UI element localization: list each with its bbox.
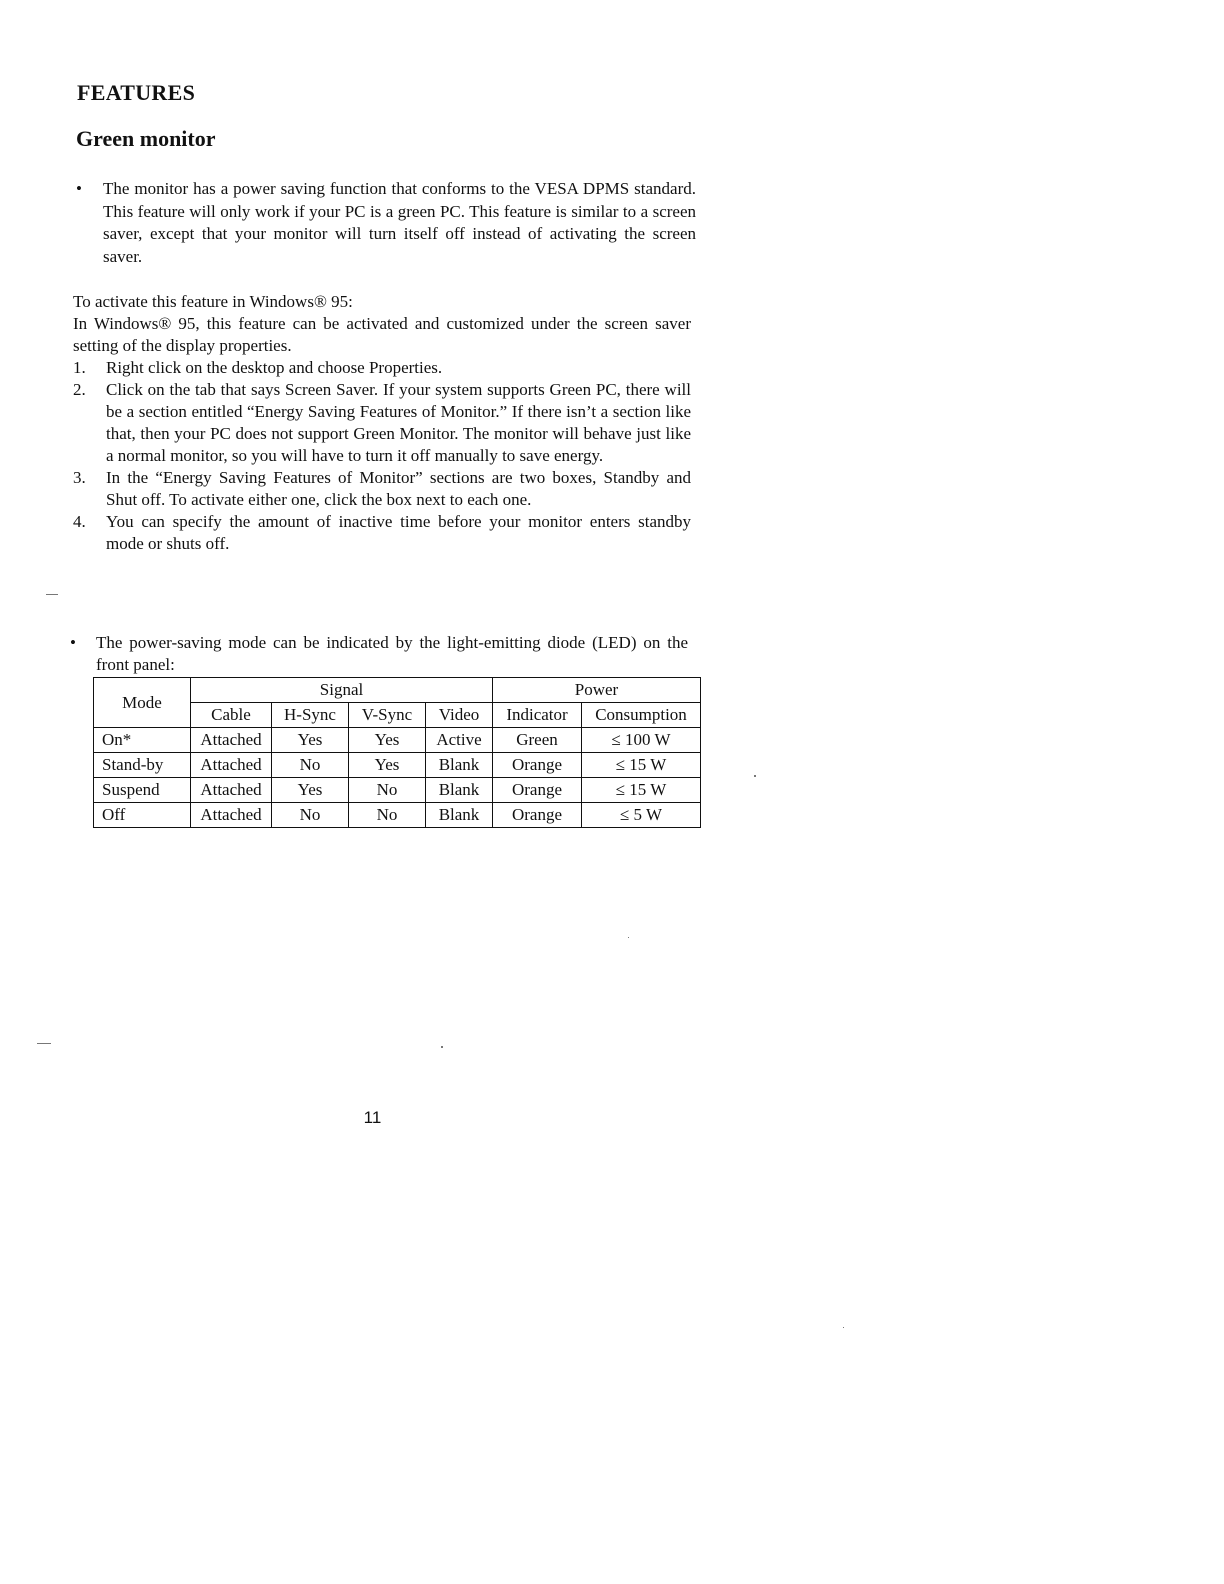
step-number: 1. [73,358,86,377]
scan-speck [843,1327,844,1328]
page-number: 11 [363,1108,382,1127]
bullet-marker: • [70,633,76,652]
cell-consumption: ≤ 15 W [582,778,701,803]
table-row [94,778,701,803]
table-row [94,753,701,778]
step-text: Click on the tab that says Screen Saver. If your system supports Green PC, there will be a section entitled “Energy Saving Features of Monitor.” If there isn’t a section like that, then your PC does not support Green Monitor. The monitor will behave just like a normal monitor, so you will have to turn it off manually to save energy. [106,380,691,465]
section-heading: FEATURES [77,80,196,105]
cell-mode: Off [94,803,191,828]
cell-mode: Suspend [94,778,191,803]
cell-consumption: ≤ 15 W [582,753,701,778]
header-cable: Cable [191,703,272,728]
windows-intro-body: In Windows® 95, this feature can be activated and customized under the screen saver setting of the display properties. [73,314,691,355]
cell-cable: Attached [191,753,272,778]
bullet-text: The monitor has a power saving function that conforms to the VESA DPMS standard. This feature will only work if your PC is a green PC. This feature is similar to a screen saver, except that your monitor will turn itself off instead of activating the screen saver. [103,179,696,266]
cell-mode: Stand-by [94,753,191,778]
cell-cable: Attached [191,778,272,803]
scan-speck [46,594,58,595]
header-video: Video [426,703,493,728]
cell-indicator: Green [493,728,582,753]
steps-list [73,357,691,555]
cell-vsync: Yes [349,753,426,778]
cell-indicator: Orange [493,778,582,803]
cell-consumption: ≤ 100 W [582,728,701,753]
table-row [94,803,701,828]
cell-video: Active [426,728,493,753]
cell-hsync: Yes [272,728,349,753]
cell-indicator: Orange [493,753,582,778]
header-indicator: Indicator [493,703,582,728]
bullet-text: The power-saving mode can be indicated by the light-emitting diode (LED) on the front panel: [96,633,688,674]
scan-speck [441,1046,443,1048]
step-item [73,467,691,511]
step-item [73,511,691,555]
cell-hsync: No [272,803,349,828]
table-row [94,728,701,753]
header-consumption: Consumption [582,703,701,728]
header-hsync: H-Sync [272,703,349,728]
cell-hsync: Yes [272,778,349,803]
windows-intro-title: To activate this feature in Windows® 95: [73,292,353,311]
scan-speck [754,775,756,777]
step-text: Right click on the desktop and choose Properties. [106,358,443,377]
step-text: In the “Energy Saving Features of Monitor” sections are two boxes, Standby and Shut off. To activate either one, click the box next to each one. [106,468,691,509]
cell-video: Blank [426,803,493,828]
scan-speck [37,1043,51,1044]
step-item [73,379,691,467]
bullet-marker: • [76,179,82,198]
cell-video: Blank [426,778,493,803]
header-vsync: V-Sync [349,703,426,728]
scan-speck [628,937,629,938]
power-mode-table [93,677,701,828]
step-number: 2. [73,380,86,399]
cell-indicator: Orange [493,803,582,828]
table-header-row [94,678,701,703]
step-item [73,357,691,379]
cell-cable: Attached [191,728,272,753]
feature-bullet-led [70,632,688,676]
cell-hsync: No [272,753,349,778]
header-mode: Mode [94,678,191,728]
step-text: You can specify the amount of inactive time before your monitor enters standby mode or shuts off. [106,512,691,553]
cell-vsync: No [349,778,426,803]
windows-instructions [73,291,691,555]
cell-vsync: Yes [349,728,426,753]
feature-bullet-vesa [76,178,696,268]
header-power: Power [493,678,701,703]
cell-vsync: No [349,803,426,828]
cell-mode: On* [94,728,191,753]
cell-consumption: ≤ 5 W [582,803,701,828]
cell-video: Blank [426,753,493,778]
step-number: 3. [73,468,86,487]
step-number: 4. [73,512,86,531]
cell-cable: Attached [191,803,272,828]
header-signal: Signal [191,678,493,703]
subsection-heading: Green monitor [76,126,216,151]
